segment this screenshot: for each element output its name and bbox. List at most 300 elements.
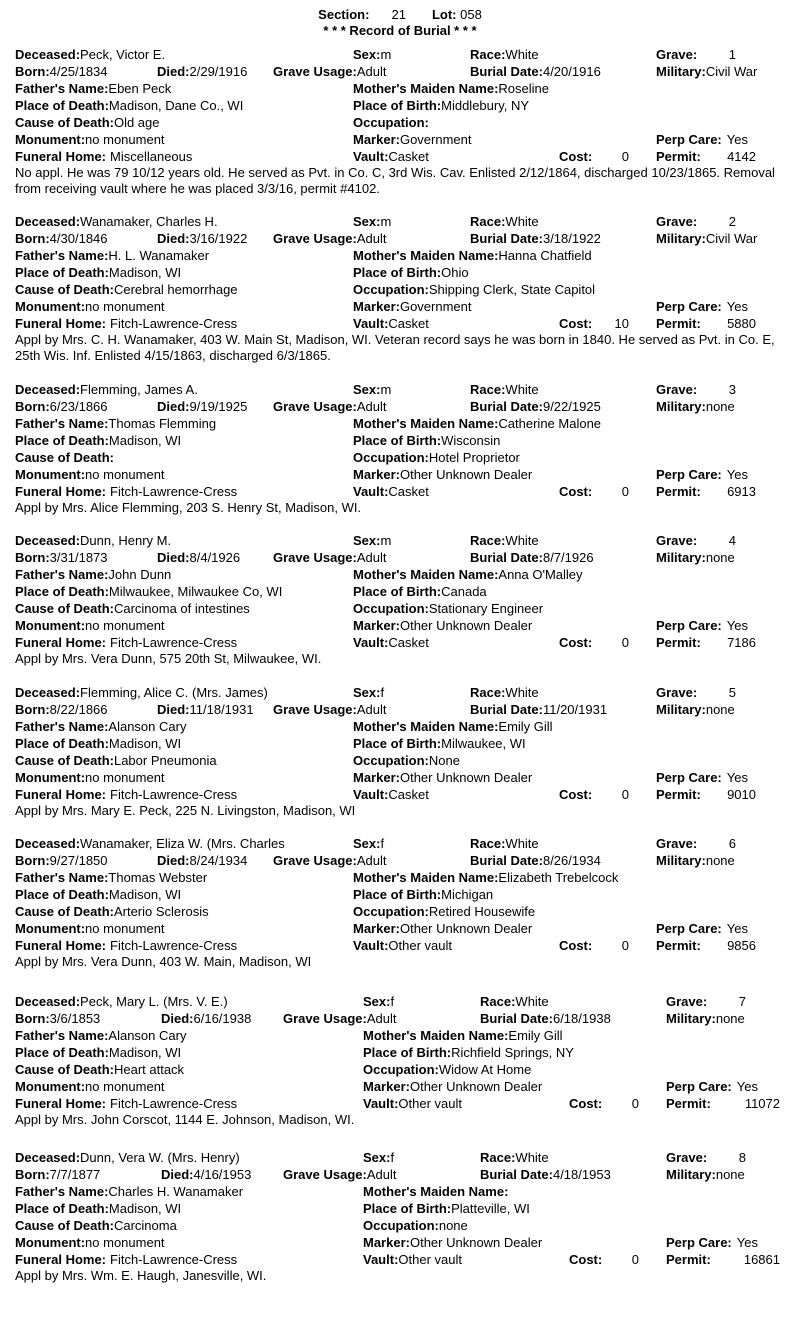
funeral-home-field-label: Funeral Home: (15, 787, 107, 802)
record-row (15, 1010, 790, 1027)
vault-field-label: Vault: (353, 938, 389, 953)
place-of-birth-field (363, 1044, 793, 1061)
marker-field-value: Government (399, 132, 472, 147)
funeral-home-field (15, 786, 345, 803)
mother-field (353, 869, 783, 886)
funeral-home-field-value: Fitch-Lawrence-Cress (110, 484, 238, 499)
died-field-value: 9/19/1925 (189, 399, 248, 414)
died-field-value: 11/18/1931 (189, 702, 254, 717)
burial-date-field-value: 9/22/1925 (542, 399, 601, 414)
father-field-value: Eben Peck (108, 81, 172, 96)
cost-field-value: 0 (621, 149, 629, 164)
mother-field (353, 247, 783, 264)
record-row (15, 1027, 790, 1044)
vault-field-label: Vault: (353, 149, 389, 164)
marker-field-value: Other Unknown Dealer (399, 770, 533, 785)
military-field (656, 230, 786, 247)
record-row (15, 903, 790, 920)
deceased-field-label: Deceased: (15, 685, 81, 700)
cost-field-label: Cost: (559, 938, 593, 953)
cost-field-label: Cost: (559, 149, 593, 164)
cause-field-label: Cause of Death: (15, 115, 114, 130)
cost-field-label: Cost: (559, 787, 593, 802)
cost-field (559, 634, 629, 651)
marker-field (353, 131, 643, 148)
cost-field-label: Cost: (559, 316, 593, 331)
mother-field-value: Emily Gill (498, 719, 553, 734)
cost-field-value: 0 (631, 1252, 639, 1267)
occupation-field-label: Occupation: (353, 450, 429, 465)
military-field-value: none (715, 1011, 745, 1026)
place-of-death-field (15, 1200, 355, 1217)
race-field-label: Race: (480, 1150, 516, 1165)
section-lot-line (0, 7, 800, 23)
grave-field-value: 1 (728, 47, 736, 62)
monument-field-label: Monument: (15, 921, 86, 936)
grave-field-value: 5 (728, 685, 736, 700)
mother-field (353, 80, 783, 97)
deceased-field (15, 381, 345, 398)
grave-field-label: Grave: (656, 47, 698, 62)
mother-field-label: Mother's Maiden Name: (363, 1028, 509, 1043)
perp-care-field-label: Perp Care: (656, 299, 722, 314)
place-of-death-field-label: Place of Death: (15, 1201, 109, 1216)
father-field-value: Alanson Cary (108, 1028, 187, 1043)
father-field-value: Charles H. Wanamaker (108, 1184, 244, 1199)
burial-date-field (480, 1166, 660, 1183)
vault-field-value: Casket (388, 484, 429, 499)
father-field (15, 247, 345, 264)
funeral-home-field-value: Fitch-Lawrence-Cress (110, 787, 238, 802)
military-field (656, 701, 786, 718)
born-field-value: 3/6/1853 (49, 1011, 101, 1026)
occupation-field (353, 449, 783, 466)
monument-field-label: Monument: (15, 467, 86, 482)
grave-field-label: Grave: (666, 994, 708, 1009)
burial-date-field (470, 549, 650, 566)
perp-care-field-value: Yes (726, 132, 748, 147)
marker-field-label: Marker: (353, 921, 400, 936)
perp-care-field-label: Perp Care: (656, 770, 722, 785)
deceased-field-label: Deceased: (15, 214, 81, 229)
mother-field-label: Mother's Maiden Name: (353, 870, 499, 885)
sex-field-value: f (380, 685, 385, 700)
military-field-value: none (705, 702, 735, 717)
grave-usage-field-label: Grave Usage: (273, 231, 357, 246)
sex-field-label: Sex: (353, 836, 381, 851)
perp-care-field-label: Perp Care: (656, 467, 722, 482)
mother-field-label: Mother's Maiden Name: (353, 416, 499, 431)
military-field-label: Military: (656, 853, 706, 868)
funeral-home-field (15, 483, 345, 500)
burial-date-field-label: Burial Date: (480, 1011, 553, 1026)
race-field-value: White (505, 47, 539, 62)
born-field-label: Born: (15, 64, 50, 79)
burial-date-field-value: 6/18/1938 (552, 1011, 611, 1026)
place-of-death-field (15, 432, 345, 449)
record-row (15, 886, 790, 903)
sex-field-label: Sex: (353, 47, 381, 62)
record-row (15, 684, 790, 701)
vault-field-value: Casket (388, 635, 429, 650)
record-row (15, 1044, 790, 1061)
race-field-label: Race: (470, 685, 506, 700)
permit-field (656, 148, 756, 165)
father-field (15, 718, 345, 735)
place-of-birth-field-label: Place of Birth: (353, 98, 442, 113)
marker-field (363, 1234, 653, 1251)
cause-field (15, 1061, 355, 1078)
monument-field-label: Monument: (15, 299, 86, 314)
cause-field-label: Cause of Death: (15, 1218, 114, 1233)
place-of-death-field (15, 264, 345, 281)
monument-field (15, 769, 345, 786)
father-field-value: H. L. Wanamaker (108, 248, 210, 263)
mother-field-value: Elizabeth Trebelcock (498, 870, 619, 885)
place-of-birth-field-label: Place of Birth: (353, 433, 442, 448)
grave-field-label: Grave: (666, 1150, 708, 1165)
vault-field (353, 937, 553, 954)
grave-usage-field-value: Adult (356, 64, 387, 79)
grave-field-label: Grave: (656, 685, 698, 700)
mother-field (363, 1183, 793, 1200)
funeral-home-field-label: Funeral Home: (15, 1096, 107, 1111)
cause-field-label: Cause of Death: (15, 904, 114, 919)
marker-field (353, 466, 643, 483)
father-field-label: Father's Name: (15, 416, 109, 431)
occupation-field (353, 600, 783, 617)
place-of-death-field-value: Madison, WI (108, 265, 182, 280)
funeral-home-field (15, 1095, 355, 1112)
grave-field-value: 8 (738, 1150, 746, 1165)
grave-field (666, 993, 746, 1010)
funeral-home-field (15, 148, 345, 165)
place-of-death-field-value: Madison, WI (108, 887, 182, 902)
burial-date-field-label: Burial Date: (480, 1167, 553, 1182)
father-field (15, 80, 345, 97)
occupation-field (353, 752, 783, 769)
place-of-birth-field-value: Milwaukee, WI (441, 736, 526, 751)
sex-field-label: Sex: (353, 685, 381, 700)
died-field-value: 8/24/1934 (189, 853, 248, 868)
mother-field (353, 415, 783, 432)
died-field-label: Died: (157, 853, 190, 868)
record-note: Appl by Mrs. Vera Dunn, 575 20th St, Milwaukee, WI. (15, 651, 322, 666)
race-field-label: Race: (470, 47, 506, 62)
grave-field-value: 3 (728, 382, 736, 397)
perp-care-field (656, 920, 786, 937)
burial-date-field-value: 4/20/1916 (542, 64, 601, 79)
died-field-label: Died: (161, 1167, 194, 1182)
died-field-value: 4/16/1953 (193, 1167, 252, 1182)
died-field (157, 549, 272, 566)
born-field (15, 852, 155, 869)
mother-field-value: Catherine Malone (498, 416, 602, 431)
born-field (15, 398, 155, 415)
occupation-field (363, 1217, 793, 1234)
father-field-label: Father's Name: (15, 870, 109, 885)
military-field-label: Military: (666, 1011, 716, 1026)
grave-usage-field (273, 852, 468, 869)
cost-field-value: 0 (631, 1096, 639, 1111)
deceased-field-label: Deceased: (15, 836, 81, 851)
record-row (15, 298, 790, 315)
monument-field-value: no monument (85, 770, 165, 785)
monument-field (15, 617, 345, 634)
born-field-label: Born: (15, 702, 50, 717)
occupation-field-value: Stationary Engineer (428, 601, 544, 616)
record-row (15, 1061, 790, 1078)
military-field (656, 549, 786, 566)
burial-date-field (470, 701, 650, 718)
section-value: 21 (391, 7, 406, 22)
born-field (15, 63, 155, 80)
deceased-field-label: Deceased: (15, 1150, 81, 1165)
vault-field (353, 483, 553, 500)
vault-field-value: Other vault (388, 938, 452, 953)
born-field (15, 230, 155, 247)
burial-date-field-label: Burial Date: (470, 399, 543, 414)
burial-date-field-value: 11/20/1931 (542, 702, 608, 717)
grave-field-label: Grave: (656, 533, 698, 548)
died-field (161, 1010, 276, 1027)
occupation-field-value: Shipping Clerk, State Capitol (428, 282, 596, 297)
funeral-home-field-label: Funeral Home: (15, 149, 107, 164)
burial-record (15, 684, 790, 860)
place-of-birth-field-value: Canada (441, 584, 487, 599)
burial-date-field-label: Burial Date: (470, 231, 543, 246)
mother-field-label: Mother's Maiden Name: (353, 719, 499, 734)
place-of-birth-field-value: Richfield Springs, NY (451, 1045, 574, 1060)
died-field-label: Died: (157, 64, 190, 79)
permit-field (656, 483, 756, 500)
record-row (15, 993, 790, 1010)
grave-usage-field-label: Grave Usage: (273, 399, 357, 414)
race-field-label: Race: (470, 214, 506, 229)
permit-field-label: Permit: (656, 484, 701, 499)
military-field-value: none (715, 1167, 745, 1182)
race-field-value: White (505, 836, 539, 851)
vault-field (353, 786, 553, 803)
monument-field-label: Monument: (15, 1079, 86, 1094)
sex-field (353, 532, 463, 549)
burial-record (15, 835, 790, 1011)
funeral-home-field (15, 634, 345, 651)
race-field-label: Race: (470, 836, 506, 851)
deceased-field-label: Deceased: (15, 533, 81, 548)
cost-field-label: Cost: (569, 1096, 603, 1111)
vault-field-value: Other vault (398, 1096, 462, 1111)
marker-field-value: Other Unknown Dealer (409, 1079, 543, 1094)
funeral-home-field-value: Fitch-Lawrence-Cress (110, 938, 238, 953)
place-of-birth-field-label: Place of Birth: (363, 1045, 452, 1060)
place-of-birth-field (363, 1200, 793, 1217)
funeral-home-field (15, 1251, 355, 1268)
grave-usage-field-value: Adult (356, 853, 387, 868)
record-note: Appl by Mrs. Wm. E. Haugh, Janesville, WI. (15, 1268, 267, 1283)
father-field-value: John Dunn (108, 567, 172, 582)
sex-field (363, 1149, 473, 1166)
place-of-death-field-value: Milwaukee, Milwaukee Co, WI (108, 584, 283, 599)
record-row (15, 1183, 790, 1200)
funeral-home-field-label: Funeral Home: (15, 635, 107, 650)
burial-record (15, 993, 790, 1169)
race-field (470, 213, 650, 230)
deceased-field (15, 684, 345, 701)
deceased-field-label: Deceased: (15, 47, 81, 62)
record-note: Appl by Mrs. Vera Dunn, 403 W. Main, Madison, WI (15, 954, 312, 969)
grave-usage-field-value: Adult (356, 231, 387, 246)
marker-field-value: Other Unknown Dealer (409, 1235, 543, 1250)
father-field (15, 415, 345, 432)
place-of-birth-field (353, 264, 783, 281)
deceased-field (15, 46, 345, 63)
deceased-field (15, 835, 345, 852)
military-field-label: Military: (656, 231, 706, 246)
funeral-home-field-label: Funeral Home: (15, 484, 107, 499)
vault-field-value: Casket (388, 149, 429, 164)
father-field (15, 869, 345, 886)
permit-field-value: 7186 (727, 635, 756, 650)
record-row (15, 1095, 790, 1112)
occupation-field-value: Retired Housewife (428, 904, 536, 919)
father-field (15, 1183, 355, 1200)
monument-field-value: no monument (85, 921, 165, 936)
sex-field-value: m (380, 47, 392, 62)
born-field-value: 8/22/1866 (49, 702, 108, 717)
record-row (15, 63, 790, 80)
military-field-value: Civil War (705, 231, 758, 246)
occupation-field (363, 1061, 793, 1078)
mother-field-label: Mother's Maiden Name: (353, 248, 499, 263)
record-note: Appl by Mrs. C. H. Wanamaker, 403 W. Main St, Madison, WI. Veteran record says he was born in 1840. He served as Pvt. in Co. E, 25th Wis. Inf. Enlisted 4/15/1863, discharged 6/3/1865. (15, 332, 775, 363)
cost-field-value: 0 (621, 787, 629, 802)
record-row (15, 786, 790, 803)
funeral-home-field-value: Fitch-Lawrence-Cress (110, 316, 238, 331)
race-field (470, 532, 650, 549)
record-row (15, 1251, 790, 1268)
burial-date-field-label: Burial Date: (470, 64, 543, 79)
permit-field (656, 786, 756, 803)
record-row (15, 937, 790, 954)
grave-usage-field-value: Adult (356, 399, 387, 414)
race-field-value: White (505, 214, 539, 229)
monument-field-value: no monument (85, 1235, 165, 1250)
perp-care-field-value: Yes (726, 299, 748, 314)
record-row (15, 131, 790, 148)
burial-date-field-label: Burial Date: (470, 550, 543, 565)
grave-field-value: 7 (738, 994, 746, 1009)
deceased-field (15, 1149, 355, 1166)
military-field-label: Military: (656, 399, 706, 414)
occupation-field-label: Occupation: (363, 1218, 439, 1233)
permit-field-value: 5880 (727, 316, 756, 331)
place-of-birth-field-value: Middlebury, NY (441, 98, 530, 113)
permit-field (656, 937, 756, 954)
funeral-home-field-value: Miscellaneous (110, 149, 193, 164)
record-row (15, 148, 790, 165)
father-field (15, 566, 345, 583)
sex-field (353, 835, 463, 852)
died-field (157, 230, 272, 247)
born-field-label: Born: (15, 1167, 50, 1182)
deceased-field-value: Peck, Victor E. (80, 47, 166, 62)
cost-field-value: 10 (614, 316, 629, 331)
grave-usage-field (283, 1166, 478, 1183)
perp-care-field-label: Perp Care: (666, 1079, 732, 1094)
place-of-death-field-label: Place of Death: (15, 584, 109, 599)
father-field-label: Father's Name: (15, 81, 109, 96)
vault-field-value: Casket (388, 316, 429, 331)
grave-usage-field (273, 230, 468, 247)
vault-field-label: Vault: (363, 1252, 399, 1267)
deceased-field-value: Dunn, Henry M. (80, 533, 172, 548)
burial-date-field (470, 398, 650, 415)
cost-field-value: 0 (621, 938, 629, 953)
place-of-birth-field-label: Place of Birth: (353, 584, 442, 599)
occupation-field-value: Widow At Home (438, 1062, 532, 1077)
deceased-field-label: Deceased: (15, 382, 81, 397)
place-of-birth-field-value: Ohio (441, 265, 469, 280)
burial-date-field (470, 63, 650, 80)
permit-field-value: 9010 (727, 787, 756, 802)
military-field-value: Civil War (705, 64, 758, 79)
mother-field (353, 718, 783, 735)
occupation-field (353, 903, 783, 920)
vault-field (353, 634, 553, 651)
cause-field (15, 600, 345, 617)
cause-field-value: Labor Pneumonia (113, 753, 217, 768)
record-row (15, 1200, 790, 1217)
marker-field-label: Marker: (353, 299, 400, 314)
permit-field (656, 315, 756, 332)
cost-field (559, 483, 629, 500)
place-of-birth-field (353, 432, 783, 449)
sex-field (363, 993, 473, 1010)
perp-care-field-label: Perp Care: (666, 1235, 732, 1250)
record-row (15, 97, 790, 114)
perp-care-field (656, 466, 786, 483)
mother-field-label: Mother's Maiden Name: (363, 1184, 509, 1199)
burial-date-field (470, 230, 650, 247)
funeral-home-field-label: Funeral Home: (15, 316, 107, 331)
died-field (161, 1166, 276, 1183)
mother-field (363, 1027, 793, 1044)
sex-field-value: m (380, 382, 392, 397)
monument-field-value: no monument (85, 467, 165, 482)
permit-field-label: Permit: (656, 149, 701, 164)
grave-field (656, 532, 736, 549)
permit-field-label: Permit: (656, 635, 701, 650)
cause-field-value: Cerebral hemorrhage (113, 282, 238, 297)
place-of-death-field (15, 583, 345, 600)
military-field (666, 1010, 796, 1027)
place-of-death-field-label: Place of Death: (15, 1045, 109, 1060)
burial-record (15, 1149, 790, 1325)
deceased-field (15, 993, 355, 1010)
military-field-label: Military: (656, 702, 706, 717)
record-note: No appl. He was 79 10/12 years old. He served as Pvt. in Co. C, 3rd Wis. Cav. Enlisted 2/12/1864, discharged 10/23/1865. Removal from receiving vault where he was placed 3/3/16, permit #4102. (15, 165, 775, 196)
cost-field-label: Cost: (559, 635, 593, 650)
occupation-field-value: Hotel Proprietor (428, 450, 520, 465)
place-of-birth-field-label: Place of Birth: (353, 736, 442, 751)
burial-date-field-value: 3/18/1922 (542, 231, 601, 246)
grave-field (656, 46, 736, 63)
race-field-value: White (505, 382, 539, 397)
place-of-death-field-label: Place of Death: (15, 433, 109, 448)
grave-usage-field (273, 63, 468, 80)
place-of-death-field-value: Madison, WI (108, 1201, 182, 1216)
